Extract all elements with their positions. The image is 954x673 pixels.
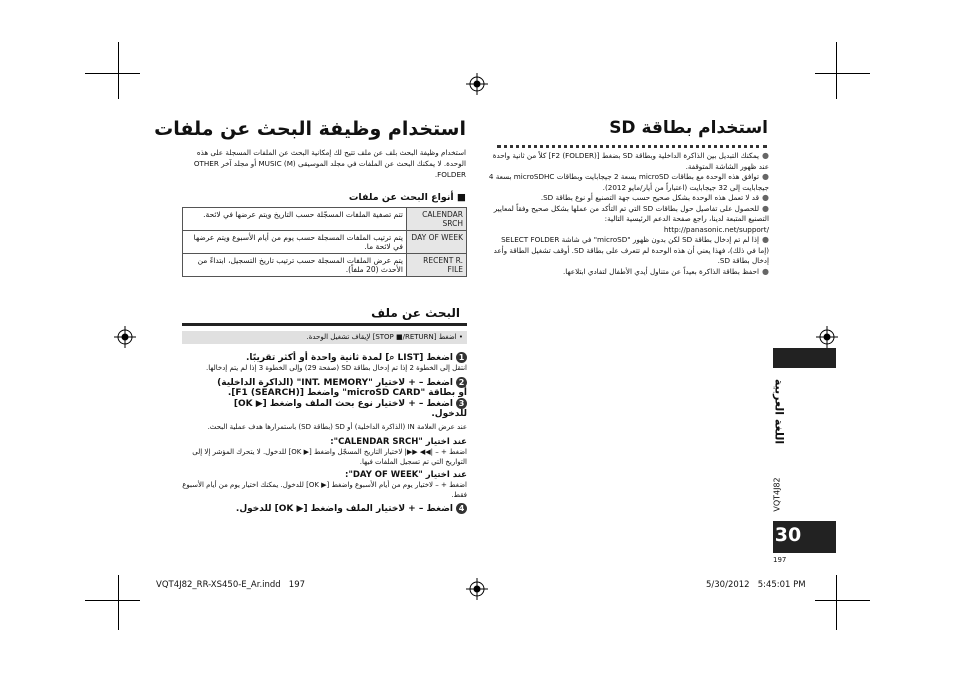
language-tab [773, 348, 836, 368]
footer-timestamp: 5/30/2012 5:45:01 PM [706, 580, 806, 590]
step-number: 3 [456, 398, 467, 409]
table-cell-desc: تتم تصفية الملفات المسجّلة حسب التاريخ ويتم عرضها في لائحة. [183, 208, 407, 231]
sub-page-number: 197 [773, 556, 787, 564]
step-2-cont: أو بطاقة "microSD CARD" واضغط [F1 (SEARCH)]. [227, 388, 467, 398]
step-1-note: انتقل إلى الخطوة 2 إذا تم إدخال بطاقة SD (صفحة 29) وإلى الخطوة 3 إذا لم يتم إدخالها. [206, 364, 467, 372]
table-row [183, 254, 467, 277]
crop-mark-icon [836, 42, 837, 99]
heading-square-icon: ■ [453, 192, 466, 203]
file-search-section-title: استخدام وظيفة البحث عن ملفات [154, 118, 466, 140]
step-4: 4اضغط – + لاختيار الملف واضغط [▶ OK] للدخول. [182, 503, 467, 514]
crop-mark-icon [85, 73, 140, 74]
crop-mark-icon [118, 575, 119, 630]
crop-mark-icon [118, 42, 119, 99]
note-manufacturer: ● قد لا تعمل هذه الوحدة بشكل صحيح حسب جهة التصنيع أو نوع بطاقة SD. [488, 193, 769, 204]
search-types-table [182, 207, 467, 277]
step-number: 4 [456, 503, 467, 514]
steps [182, 352, 467, 514]
calendar-search-heading: عند اختيار "CALENDAR SRCH": [330, 437, 467, 447]
note-compatibility: ● توافق هذه الوحدة مع بطاقات microSD بسعة 2 جيجابايت وبطاقات microSDHC بسعة 4 جيجابايت إلى 32 جيجابايت (اعتباراً من أيار/مايو 2012). [488, 172, 769, 193]
step-3-cont: للدخول. [431, 409, 467, 419]
section-divider [497, 145, 767, 148]
table-cell-desc: يتم ترتيب الملفات المسجلة حسب يوم من أيام الأسبوع ويتم عرضها في لائحة ما. [183, 231, 407, 254]
table-cell-label: RECENT R. FILE [406, 254, 466, 277]
day-of-week-text: اضغط + – لاختيار يوم من أيام الأسبوع واضغط [▶ OK] للدخول. يمكنك اختيار يوم من أيام الأسبوع فقط. [182, 481, 467, 499]
note-support: ● للحصول على تفاصيل حول بطاقات SD التي تم التأكد من عملها بشكل صحيح وفقاً لمعايير التصنيع المتبعة لدينا، راجع صفحة الدعم الرئيسية التالية: [488, 204, 769, 225]
file-search-heading: البحث عن ملف [371, 306, 460, 320]
registration-mark-icon [466, 578, 488, 600]
sd-card-section-title: استخدام بطاقة SD [609, 118, 768, 138]
step-number: 2 [456, 377, 467, 388]
crop-mark-icon [85, 600, 140, 601]
step-2: 2اضغط – + لاختيار "INT. MEMORY" (الذاكرة الداخلية) [182, 377, 467, 388]
table-row [183, 231, 467, 254]
table-cell-desc: يتم عرض الملفات المسجلة حسب ترتيب تاريخ التسجيل، ابتداءً من الأحدث (20 ملفاً). [183, 254, 407, 277]
model-code: VQT4J82 [772, 477, 782, 512]
search-types-heading: ■ أنواع البحث عن ملفات [348, 192, 466, 203]
registration-mark-icon [816, 326, 838, 348]
table-cell-label: CALENDAR SRCH [406, 208, 466, 231]
language-label: اللغة العربية [772, 378, 786, 445]
calendar-search-text: اضغط + – |◀◀ ▶▶| لاختيار التاريخ المسجّل واضغط [▶ OK] للدخول. لا يتحرك المؤشر إلا إلى التواريخ التي تم تسجيل الملفات فيها. [192, 448, 467, 466]
crop-mark-icon [815, 73, 870, 74]
sd-card-notes [488, 151, 769, 277]
stop-note-bar: • اضغط [STOP ■/RETURN] لإيقاف تشغيل الوحدة. [182, 331, 467, 344]
table-row [183, 208, 467, 231]
support-url[interactable]: http://panasonic.net/support/ [663, 224, 769, 234]
footer-file-info: VQT4J82_RR-XS450-E_Ar.indd 197 [156, 580, 306, 590]
day-of-week-heading: عند اختيار "DAY OF WEEK": [345, 470, 467, 480]
page-number: 30 [774, 524, 802, 546]
crop-mark-icon [815, 600, 870, 601]
note-not-recognized: ● إذا لم تم إدخال بطاقة SD لكن بدون ظهور "microSD" في شاشة SELECT FOLDER (إما في ذلك)، فهذا يعني أن هذه الوحدة لم تتعرف على بطاقة SD. أوقف تشغيل الطاقة وأعد إدخال بطاقة SD. [488, 235, 769, 267]
step-1: 1اضغط [LIST ⌕] لمدة ثانية واحدة أو أكثر تقريبًا. [182, 352, 467, 363]
registration-mark-icon [466, 73, 488, 95]
file-search-intro: استخدام وظيفة البحث بلف عن ملف تتيح لك إمكانية البحث عن الملفات المسجلة على هذه الوحدة. لا يمكنك البحث عن الملفات في مجلد الموسيقى MUSIC (M) أو مجلد آخر OTHER FOLDER. [193, 148, 466, 179]
step-3: 3اضغط – + لاختيار نوع بحث الملف واضغط [▶ OK] [182, 398, 467, 409]
heading-underline [182, 323, 467, 326]
crop-mark-icon [836, 575, 837, 630]
note-folder-switch: ● يمكنك التبديل بين الذاكرة الداخلية وبطاقة SD بضغط [F2 (FOLDER)] كلاً من ثانية واحدة عند ظهور الشاشة المتوقفة. [488, 151, 769, 172]
note-children: ● احفظ بطاقة الذاكرة بعيداً عن متناول أيدي الأطفال لتفادي ابتلاعها. [488, 267, 769, 278]
step-number: 1 [456, 352, 467, 363]
registration-mark-icon [114, 326, 136, 348]
table-cell-label: DAY OF WEEK [406, 231, 466, 254]
step-3-note: عند عرض العلامة IN (الذاكرة الداخلية) أو SD (بطاقة SD) باستمرارها هدف عملية البحث. [207, 423, 467, 431]
